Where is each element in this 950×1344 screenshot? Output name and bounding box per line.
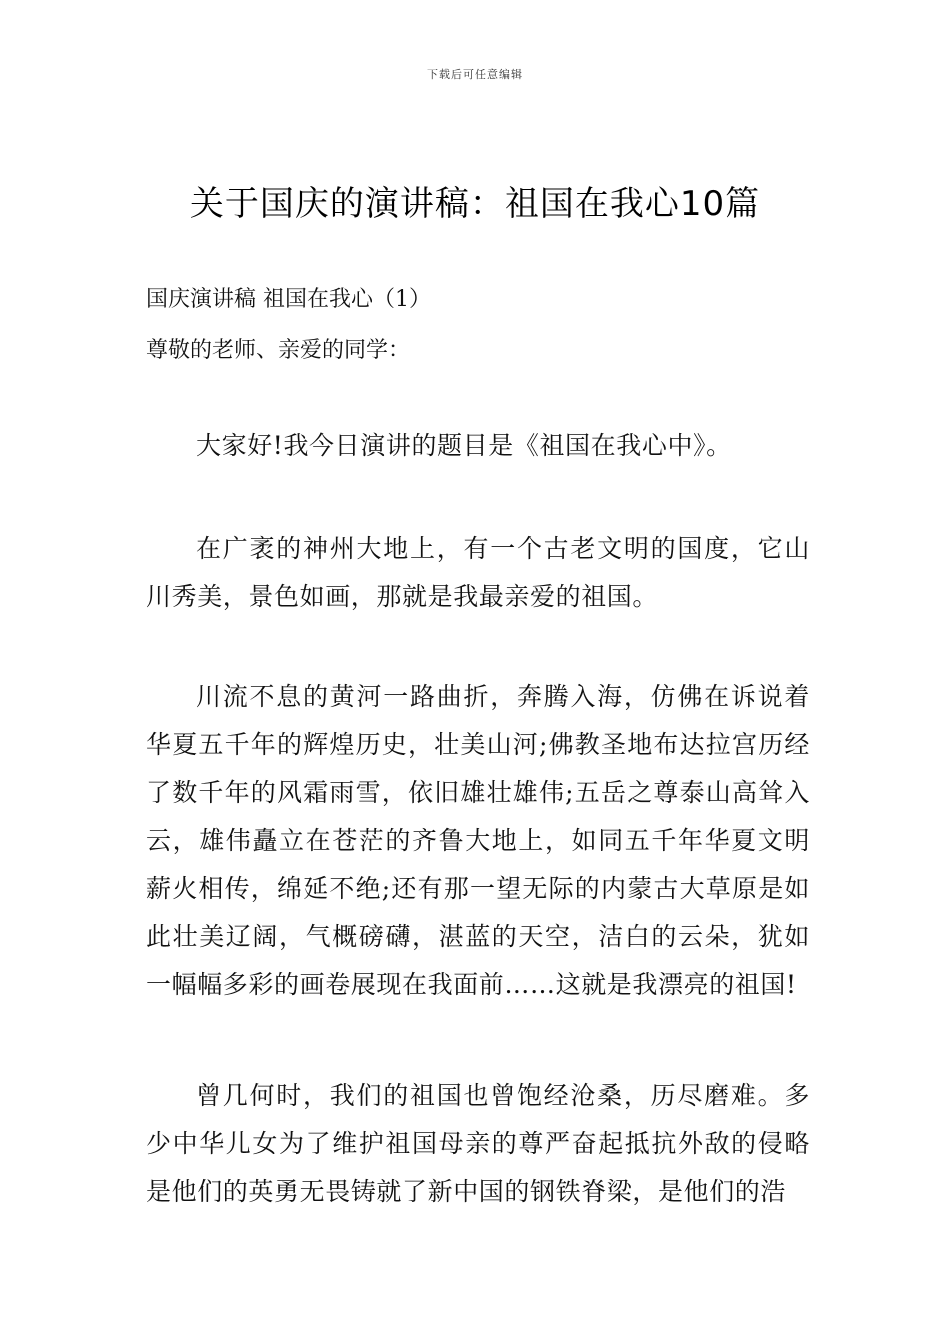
paragraph-3: 川流不息的黄河一路曲折，奔腾入海，仿佛在诉说着华夏五千年的辉煌历史，壮美山河;佛教圣地布达拉宫历经了数千年的风霜雨雪，依旧雄壮雄伟;五岳之尊泰山高耸入云，雄伟矗立在苍茫的齐鲁大地上，如同五千年华夏文明薪火相传，绵延不绝;还有那一望无际的内蒙古大草原是如此壮美辽阔，气概磅礴，湛蓝的天空，洁白的云朵，犹如一幅幅多彩的画卷展现在我面前……这就是我漂亮的祖国! <box>146 682 810 999</box>
paragraph-2: 在广袤的神州大地上，有一个古老文明的国度，它山川秀美，景色如画，那就是我最亲爱的祖国。 <box>146 534 810 611</box>
paragraph-1: 大家好!我今日演讲的题目是《祖国在我心中》。 <box>196 431 732 460</box>
document-title: 关于国庆的演讲稿：祖国在我心10篇 <box>189 184 761 224</box>
salutation: 尊敬的老师、亲爱的同学： <box>146 338 411 363</box>
speech-subtitle: 国庆演讲稿 祖国在我心（1） <box>146 287 431 312</box>
header-note: 下载后可任意编辑 <box>427 68 523 81</box>
paragraph-4: 曾几何时，我们的祖国也曾饱经沧桑，历尽磨难。多少中华儿女为了维护祖国母亲的尊严奋起抵抗外敌的侵略是他们的英勇无畏铸就了新中国的钢铁脊梁，是他们的浩 <box>146 1081 810 1206</box>
